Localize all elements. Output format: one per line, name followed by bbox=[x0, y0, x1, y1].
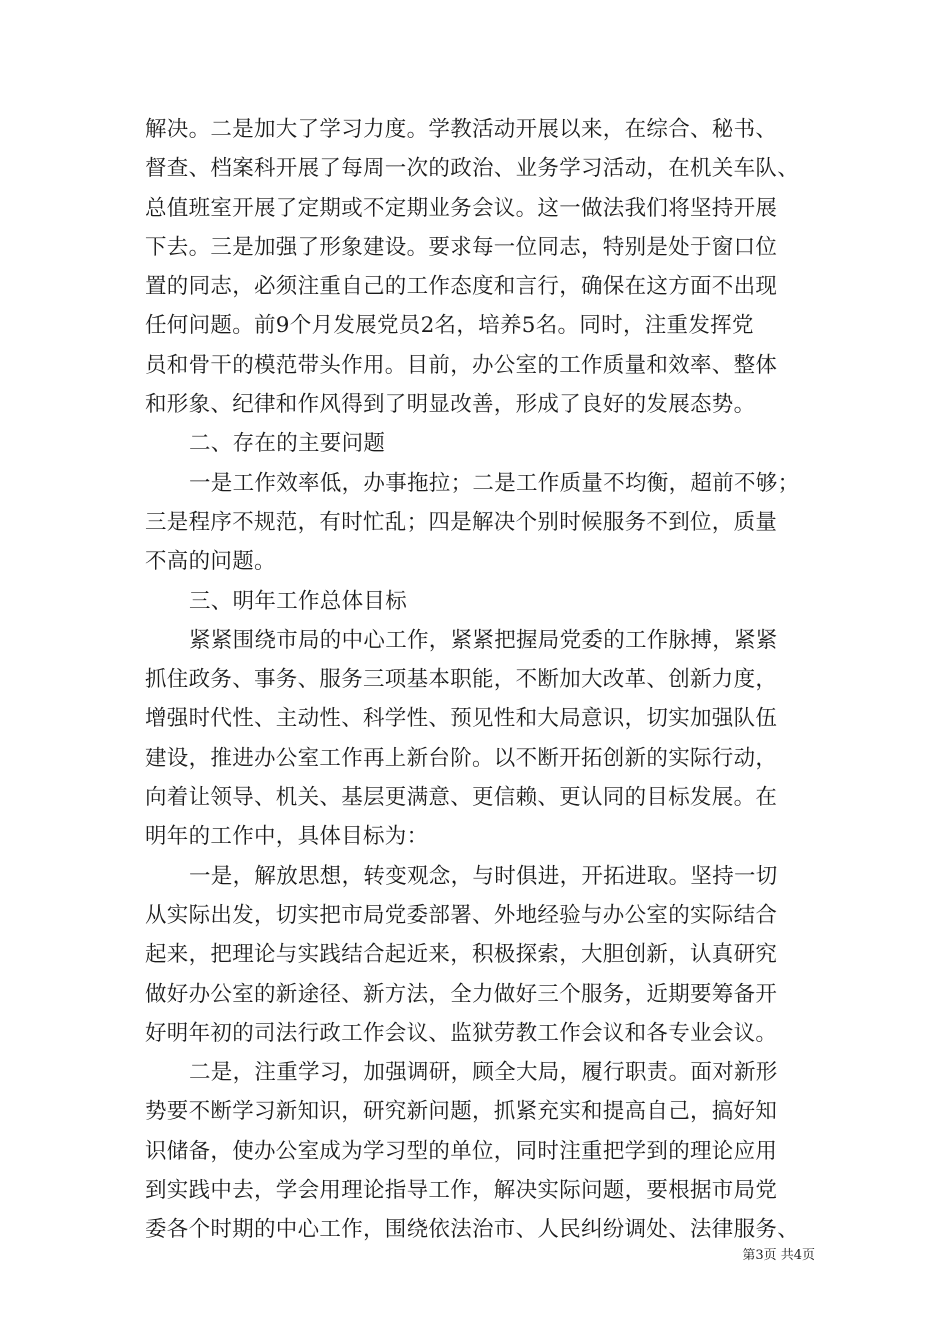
text-line: 置的同志，必须注重自己的工作态度和言行，确保在这方面不出现 bbox=[145, 274, 778, 300]
text-line: 建设，推进办公室工作再上新台阶。以不断开拓创新的实际行动， bbox=[145, 745, 778, 771]
text-line: 一是，解放思想，转变观念，与时俱进，开拓进取。坚持一切 bbox=[189, 863, 778, 889]
text-line: 增强时代性、主动性、科学性、预见性和大局意识，切实加强队伍 bbox=[145, 706, 778, 732]
text-line: 明年的工作中，具体目标为： bbox=[145, 824, 429, 850]
text-line: 势要不断学习新知识，研究新问题，抓紧充实和提高自己，搞好知 bbox=[145, 1099, 778, 1125]
text-line: 任何问题。前9个月发展党员2名，培养5名。同时，注重发挥党 bbox=[145, 313, 754, 339]
document-body bbox=[145, 110, 825, 1250]
text-line: 到实践中去，学会用理论指导工作，解决实际问题，要根据市局党 bbox=[145, 1178, 778, 1204]
text-line: 三是程序不规范，有时忙乱；四是解决个别时候服务不到位，质量 bbox=[145, 509, 778, 535]
text-line: 好明年初的司法行政工作会议、监狱劳教工作会议和各专业会议。 bbox=[145, 1020, 778, 1046]
text-line: 二是，注重学习，加强调研，顾全大局，履行职责。面对新形 bbox=[189, 1060, 778, 1086]
text-line: 紧紧围绕市局的中心工作，紧紧把握局党委的工作脉搏，紧紧 bbox=[189, 627, 778, 653]
text-line: 督查、档案科开展了每周一次的政治、业务学习活动，在机关车队、 bbox=[145, 156, 800, 182]
page-number-footer: 第3页 共4页 bbox=[742, 1248, 815, 1263]
text-line: 委各个时期的中心工作，围绕依法治市、人民纠纷调处、法律服务、 bbox=[145, 1217, 800, 1243]
text-line: 做好办公室的新途径、新方法，全力做好三个服务，近期要筹备开 bbox=[145, 981, 778, 1007]
text-line: 员和骨干的模范带头作用。目前，办公室的工作质量和效率、整体 bbox=[145, 352, 778, 378]
text-line: 从实际出发，切实把市局党委部署、外地经验与办公室的实际结合 bbox=[145, 902, 778, 928]
text-line: 解决。二是加大了学习力度。学教活动开展以来，在综合、秘书、 bbox=[145, 117, 778, 142]
text-line: 下去。三是加强了形象建设。要求每一位同志，特别是处于窗口位 bbox=[145, 234, 778, 260]
text-line: 识储备，使办公室成为学习型的单位，同时注重把学到的理论应用 bbox=[145, 1138, 778, 1164]
text-line: 一是工作效率低，办事拖拉；二是工作质量不均衡，超前不够； bbox=[189, 470, 800, 496]
text-line: 抓住政务、事务、服务三项基本职能，不断加大改革、创新力度， bbox=[145, 667, 778, 693]
text-line: 二、存在的主要问题 bbox=[189, 431, 386, 457]
text-line: 和形象、纪律和作风得到了明显改善，形成了良好的发展态势。 bbox=[145, 392, 756, 418]
text-line: 起来，把理论与实践结合起近来，积极探索，大胆创新，认真研究 bbox=[145, 942, 778, 968]
text-line: 向着让领导、机关、基层更满意、更信赖、更认同的目标发展。在 bbox=[145, 785, 778, 811]
text-line: 不高的问题。 bbox=[145, 549, 276, 575]
text-line: 总值班室开展了定期或不定期业务会议。这一做法我们将坚持开展 bbox=[145, 195, 778, 221]
text-line: 三、明年工作总体目标 bbox=[189, 588, 408, 614]
